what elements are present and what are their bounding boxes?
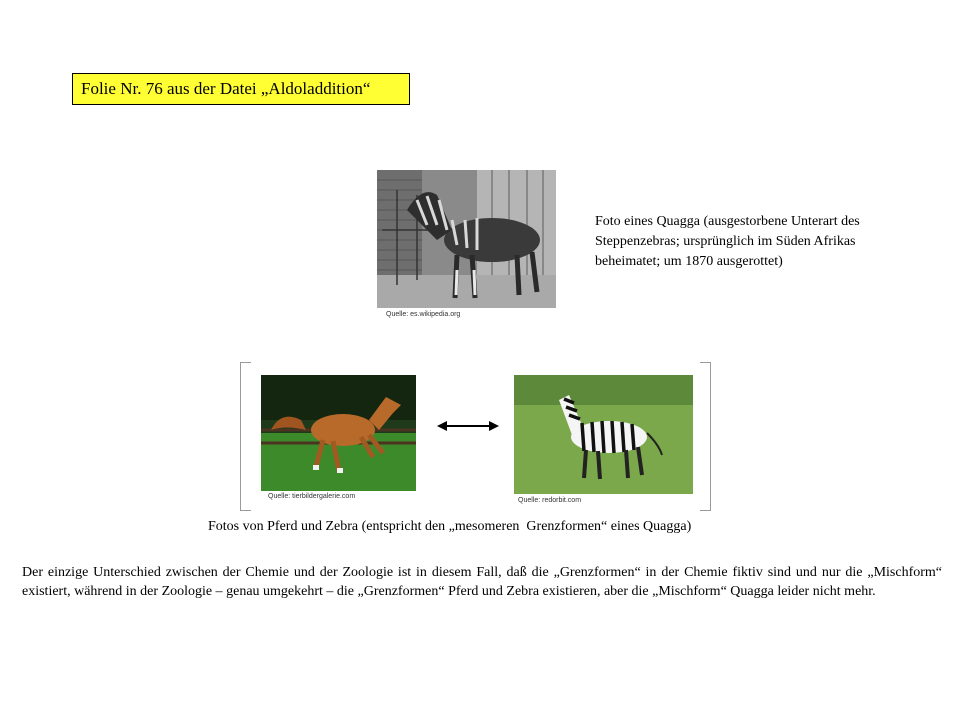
- quagga-caption: Foto eines Quagga (ausgestorbene Unterart des Steppenzebras; ursprünglich im Süden Afrikas beheimatet; um 1870 ausgerottet): [595, 214, 860, 269]
- quagga-photo: [377, 170, 556, 308]
- right-bracket: [700, 362, 711, 511]
- slide-title: Folie Nr. 76 aus der Datei „Aldoladdition“: [72, 73, 410, 105]
- left-bracket: [240, 362, 251, 511]
- pair-caption: Fotos von Pferd und Zebra (entspricht den „mesomeren Grenzformen“ eines Quagga): [208, 519, 692, 534]
- body-text: Der einzige Unterschied zwischen der Chemie und der Zoologie ist in diesem Fall, daß die „Grenzformen“ in der Chemie fiktiv sind und nur die „Mischform“ existiert, während in der Zoologie – genau umgekehrt – die „Grenzformen“ Pferd und Zebra existieren, aber die „Mischform“ Quagga leider nicht mehr.: [22, 565, 942, 599]
- double-headed-arrow-icon: [437, 419, 499, 433]
- horse-photo: [261, 375, 416, 491]
- horse-credit: Quelle: tierbildergalerie.com: [268, 493, 356, 500]
- zebra-credit: Quelle: redorbit.com: [518, 497, 582, 504]
- quagga-credit: Quelle: es.wikipedia.org: [386, 311, 461, 318]
- zebra-photo: [514, 375, 693, 494]
